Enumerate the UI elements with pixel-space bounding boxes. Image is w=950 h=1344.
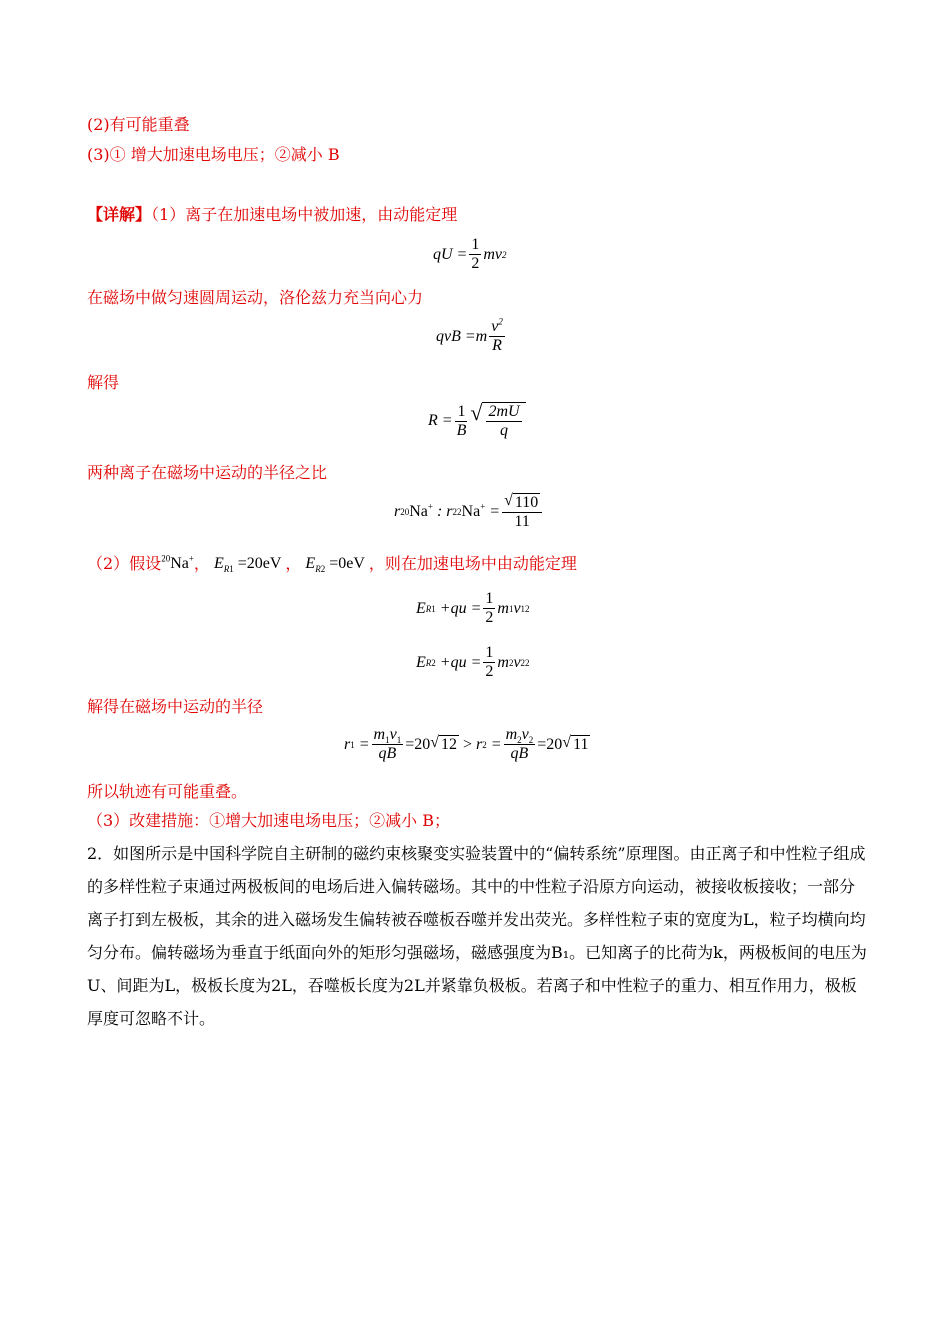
detail-p5-post: ，则在加速电场中由动能定理 (368, 554, 577, 573)
detail-intro (87, 204, 457, 226)
question-2-text: 2．如图所示是中国科学院自主研制的磁约束核聚变实验装置中的“偏转系统”原理图。由正离子和中性粒子组成的多样性粒子束通过两极板间的电场后进入偏转磁场。其中的中性粒子沿原方向运动，被接收板接收；一部分离子打到左极板，其余的进入磁场发生偏转被吞噬板吞噬并发出荧光。多样性粒子束的宽度为L，粒子均横向均匀分布。偏转磁场为垂直于纸面向外的矩形匀强磁场，磁感强度为B₁。已知离子的比荷为k，两极板间的电压为U、间距为L，极板长度为2L，吞噬板长度为2L并紧靠负极板。若离子和中性粒子的重力、相互作用力，极板厚度可忽略不计。 (87, 844, 867, 1028)
detail-p7: 所以轨迹有可能重叠。 (87, 782, 248, 801)
detail-p5-mid2: ， (285, 554, 302, 573)
detail-tag: 【详解】 (87, 205, 152, 224)
formula-radii-compare: r 1 = $\frac{m_1v_1}{qB}$ =20 √ 12 > r 2 = $\frac{m_2v_2}{qB}$ =20 √ 11 (344, 726, 589, 762)
detail-p5 (87, 553, 577, 575)
na20-symbol: $^{20}$Na+ (161, 553, 194, 572)
formula-lorentz: qvB =m $\frac{v^2}{R}$ (436, 316, 503, 354)
detail-p5-pre: （2）假设 (87, 554, 162, 573)
detail-p4: 两种离子在磁场中运动的半径之比 (87, 463, 328, 482)
formula-energy-1: E R1 +qu = $\frac{1}{2}$ m 1 v 1 2 (416, 590, 530, 626)
detail-p6: 解得在磁场中运动的半径 (87, 697, 264, 716)
energy-er1: $E_{R1} =20eV$ (213, 555, 282, 575)
detail-p3: 解得 (87, 373, 120, 392)
detail-p2: 在磁场中做匀速圆周运动，洛伦兹力充当向心力 (87, 288, 424, 307)
detail-p1: （1）离子在加速电场中被加速，由动能定理 (151, 205, 458, 224)
energy-er2: $E_{R2} =0eV$ (305, 555, 365, 575)
answer-3: (3)① 增大加速电场电压；②减小 B (87, 145, 340, 164)
detail-p8: （3）改建措施：①增大加速电场电压；②减小 B； (87, 811, 451, 830)
formula-energy-2: E R2 +qu = $\frac{1}{2}$ m 2 v 2 2 (416, 644, 530, 680)
formula-radius: R = $\frac{1}{B}$ √ $\frac{2mU}{q}$ (428, 402, 526, 440)
formula-ratio: r 20 Na+ : r 22 Na+ = √ 110 11 (394, 492, 544, 531)
formula-energy: qU = $\frac{1}{2}$ mv 2 (433, 236, 507, 272)
answer-2: (2)有可能重叠 (87, 115, 190, 134)
detail-p5-mid1: ， (193, 554, 210, 573)
